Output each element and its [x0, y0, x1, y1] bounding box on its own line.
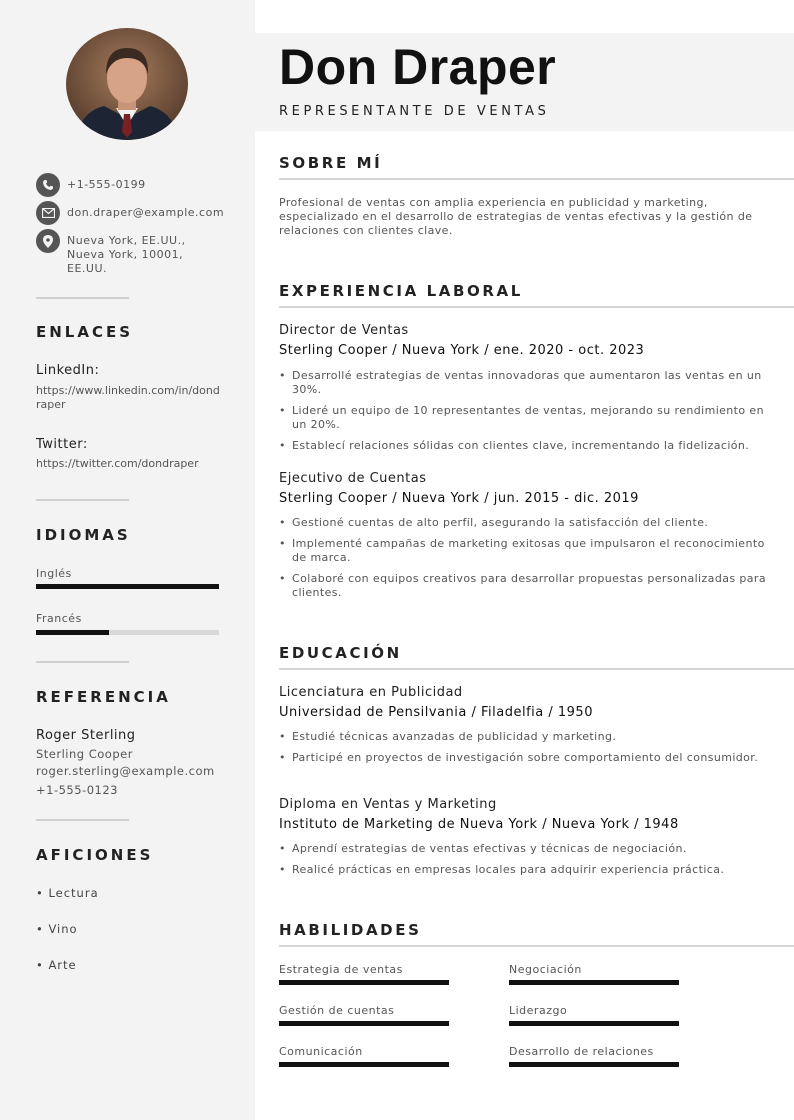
bullet-item: • Gestioné cuentas de alto perfil, asegurando la satisfacción del cliente. — [279, 516, 774, 530]
person-name: Don Draper — [279, 39, 557, 95]
sidebar — [0, 0, 255, 1120]
skill-level-fill — [279, 980, 449, 985]
email-text: don.draper@example.com — [67, 206, 225, 219]
skill-level-bar — [279, 980, 449, 985]
email-icon — [36, 201, 60, 225]
about-text: Profesional de ventas con amplia experiencia en publicidad y marketing, especializado en el desarrollo de estrategias de ventas efectivas y la gestión de relaciones con clientes clave. — [279, 196, 753, 237]
skill-level-fill — [509, 1021, 679, 1026]
skill-level-bar — [509, 1021, 679, 1026]
sidebar-divider — [36, 499, 129, 501]
bullet-item: • Lideré un equipo de 10 representantes de ventas, mejorando su rendimiento en un 20%. — [279, 404, 774, 432]
bullet-item: • Desarrollé estrategias de ventas innovadoras que aumentaron las ventas en un 30%. — [279, 369, 774, 397]
experience-heading: EXPERIENCIA LABORAL — [279, 282, 523, 300]
skill-level-bar — [279, 1021, 449, 1026]
contact-email — [36, 201, 225, 225]
bullet-item: • Aprendí estrategias de ventas efectivas y técnicas de negociación. — [279, 842, 774, 856]
reference-company: Sterling Cooper — [36, 747, 133, 761]
section-rule — [279, 178, 794, 180]
skill-label: Gestión de cuentas — [279, 1004, 395, 1017]
skill-level-bar — [509, 1062, 679, 1067]
language-label: Inglés — [36, 567, 72, 580]
section-rule — [279, 306, 794, 308]
reference-name: Roger Sterling — [36, 728, 136, 743]
bullet-item: • Realicé prácticas en empresas locales para adquirir experiencia práctica. — [279, 863, 774, 877]
bullet-item: • Colaboré con equipos creativos para desarrollar propuestas personalizadas para clientes. — [279, 572, 774, 600]
job-entry-title: Director de Ventas — [279, 323, 409, 338]
phone-icon — [36, 173, 60, 197]
skill-level-fill — [509, 1062, 679, 1067]
about-heading: SOBRE MÍ — [279, 154, 383, 172]
skills-heading: HABILIDADES — [279, 921, 422, 939]
job-entry-subtitle: Sterling Cooper / Nueva York / ene. 2020 - oct. 2023 — [279, 343, 645, 358]
hobby-item: • Arte — [36, 958, 77, 972]
language-level-bar — [36, 630, 219, 635]
linkedin-link[interactable]: https://www.linkedin.com/in/dondraper — [36, 384, 220, 411]
education-entry-subtitle: Universidad de Pensilvania / Filadelfia / 1950 — [279, 705, 593, 720]
skill-level-fill — [509, 980, 679, 985]
bullet-item: • Establecí relaciones sólidas con clientes clave, incrementando la fidelización. — [279, 439, 774, 453]
bullet-item: • Implementé campañas de marketing exitosas que impulsaron el reconocimiento de marca. — [279, 537, 774, 565]
bullet-item: • Participé en proyectos de investigación sobre comportamiento del consumidor. — [279, 751, 774, 765]
skill-level-fill — [279, 1021, 449, 1026]
skill-level-bar — [509, 980, 679, 985]
education-entry-subtitle: Instituto de Marketing de Nueva York / Nueva York / 1948 — [279, 817, 679, 832]
education-entry-title: Diploma en Ventas y Marketing — [279, 797, 497, 812]
education-bullets — [279, 842, 774, 884]
language-level-fill — [36, 630, 109, 635]
twitter-label: Twitter: — [36, 437, 88, 452]
skill-label: Desarrollo de relaciones — [509, 1045, 654, 1058]
language-level-bar — [36, 584, 219, 589]
bullet-item: • Estudié técnicas avanzadas de publicidad y marketing. — [279, 730, 774, 744]
languages-heading: IDIOMAS — [36, 526, 131, 544]
sidebar-divider — [36, 819, 129, 821]
reference-heading: REFERENCIA — [36, 688, 171, 706]
section-rule — [279, 668, 794, 670]
sidebar-divider — [36, 297, 129, 299]
address-text: Nueva York, EE.UU., Nueva York, 10001, EE.UU. — [67, 234, 186, 275]
twitter-link[interactable]: https://twitter.com/dondraper — [36, 457, 199, 470]
links-heading: ENLACES — [36, 323, 134, 341]
profile-photo — [66, 28, 188, 140]
skill-level-fill — [279, 1062, 449, 1067]
section-rule — [279, 945, 794, 947]
reference-phone: +1-555-0123 — [36, 783, 118, 797]
sidebar-divider — [36, 661, 129, 663]
skill-label: Negociación — [509, 963, 582, 976]
education-entry-title: Licenciatura en Publicidad — [279, 685, 463, 700]
education-heading: EDUCACIÓN — [279, 644, 402, 662]
hobbies-heading: AFICIONES — [36, 846, 154, 864]
skill-label: Liderazgo — [509, 1004, 568, 1017]
job-bullets — [279, 516, 774, 607]
phone-text: +1-555-0199 — [67, 178, 146, 191]
job-bullets — [279, 369, 774, 460]
job-title: REPRESENTANTE DE VENTAS — [279, 104, 550, 119]
hobby-item: • Vino — [36, 922, 78, 936]
location-icon — [36, 229, 60, 253]
hobby-item: • Lectura — [36, 886, 99, 900]
contact-address — [36, 229, 217, 276]
skill-level-bar — [279, 1062, 449, 1067]
language-label: Francés — [36, 612, 82, 625]
job-entry-subtitle: Sterling Cooper / Nueva York / jun. 2015 - dic. 2019 — [279, 491, 639, 506]
skill-label: Estrategia de ventas — [279, 963, 403, 976]
contact-phone — [36, 173, 217, 197]
linkedin-label: LinkedIn: — [36, 363, 100, 378]
education-bullets — [279, 730, 774, 772]
skill-label: Comunicación — [279, 1045, 363, 1058]
job-entry-title: Ejecutivo de Cuentas — [279, 471, 427, 486]
language-level-fill — [36, 584, 219, 589]
reference-email: roger.sterling@example.com — [36, 764, 215, 778]
